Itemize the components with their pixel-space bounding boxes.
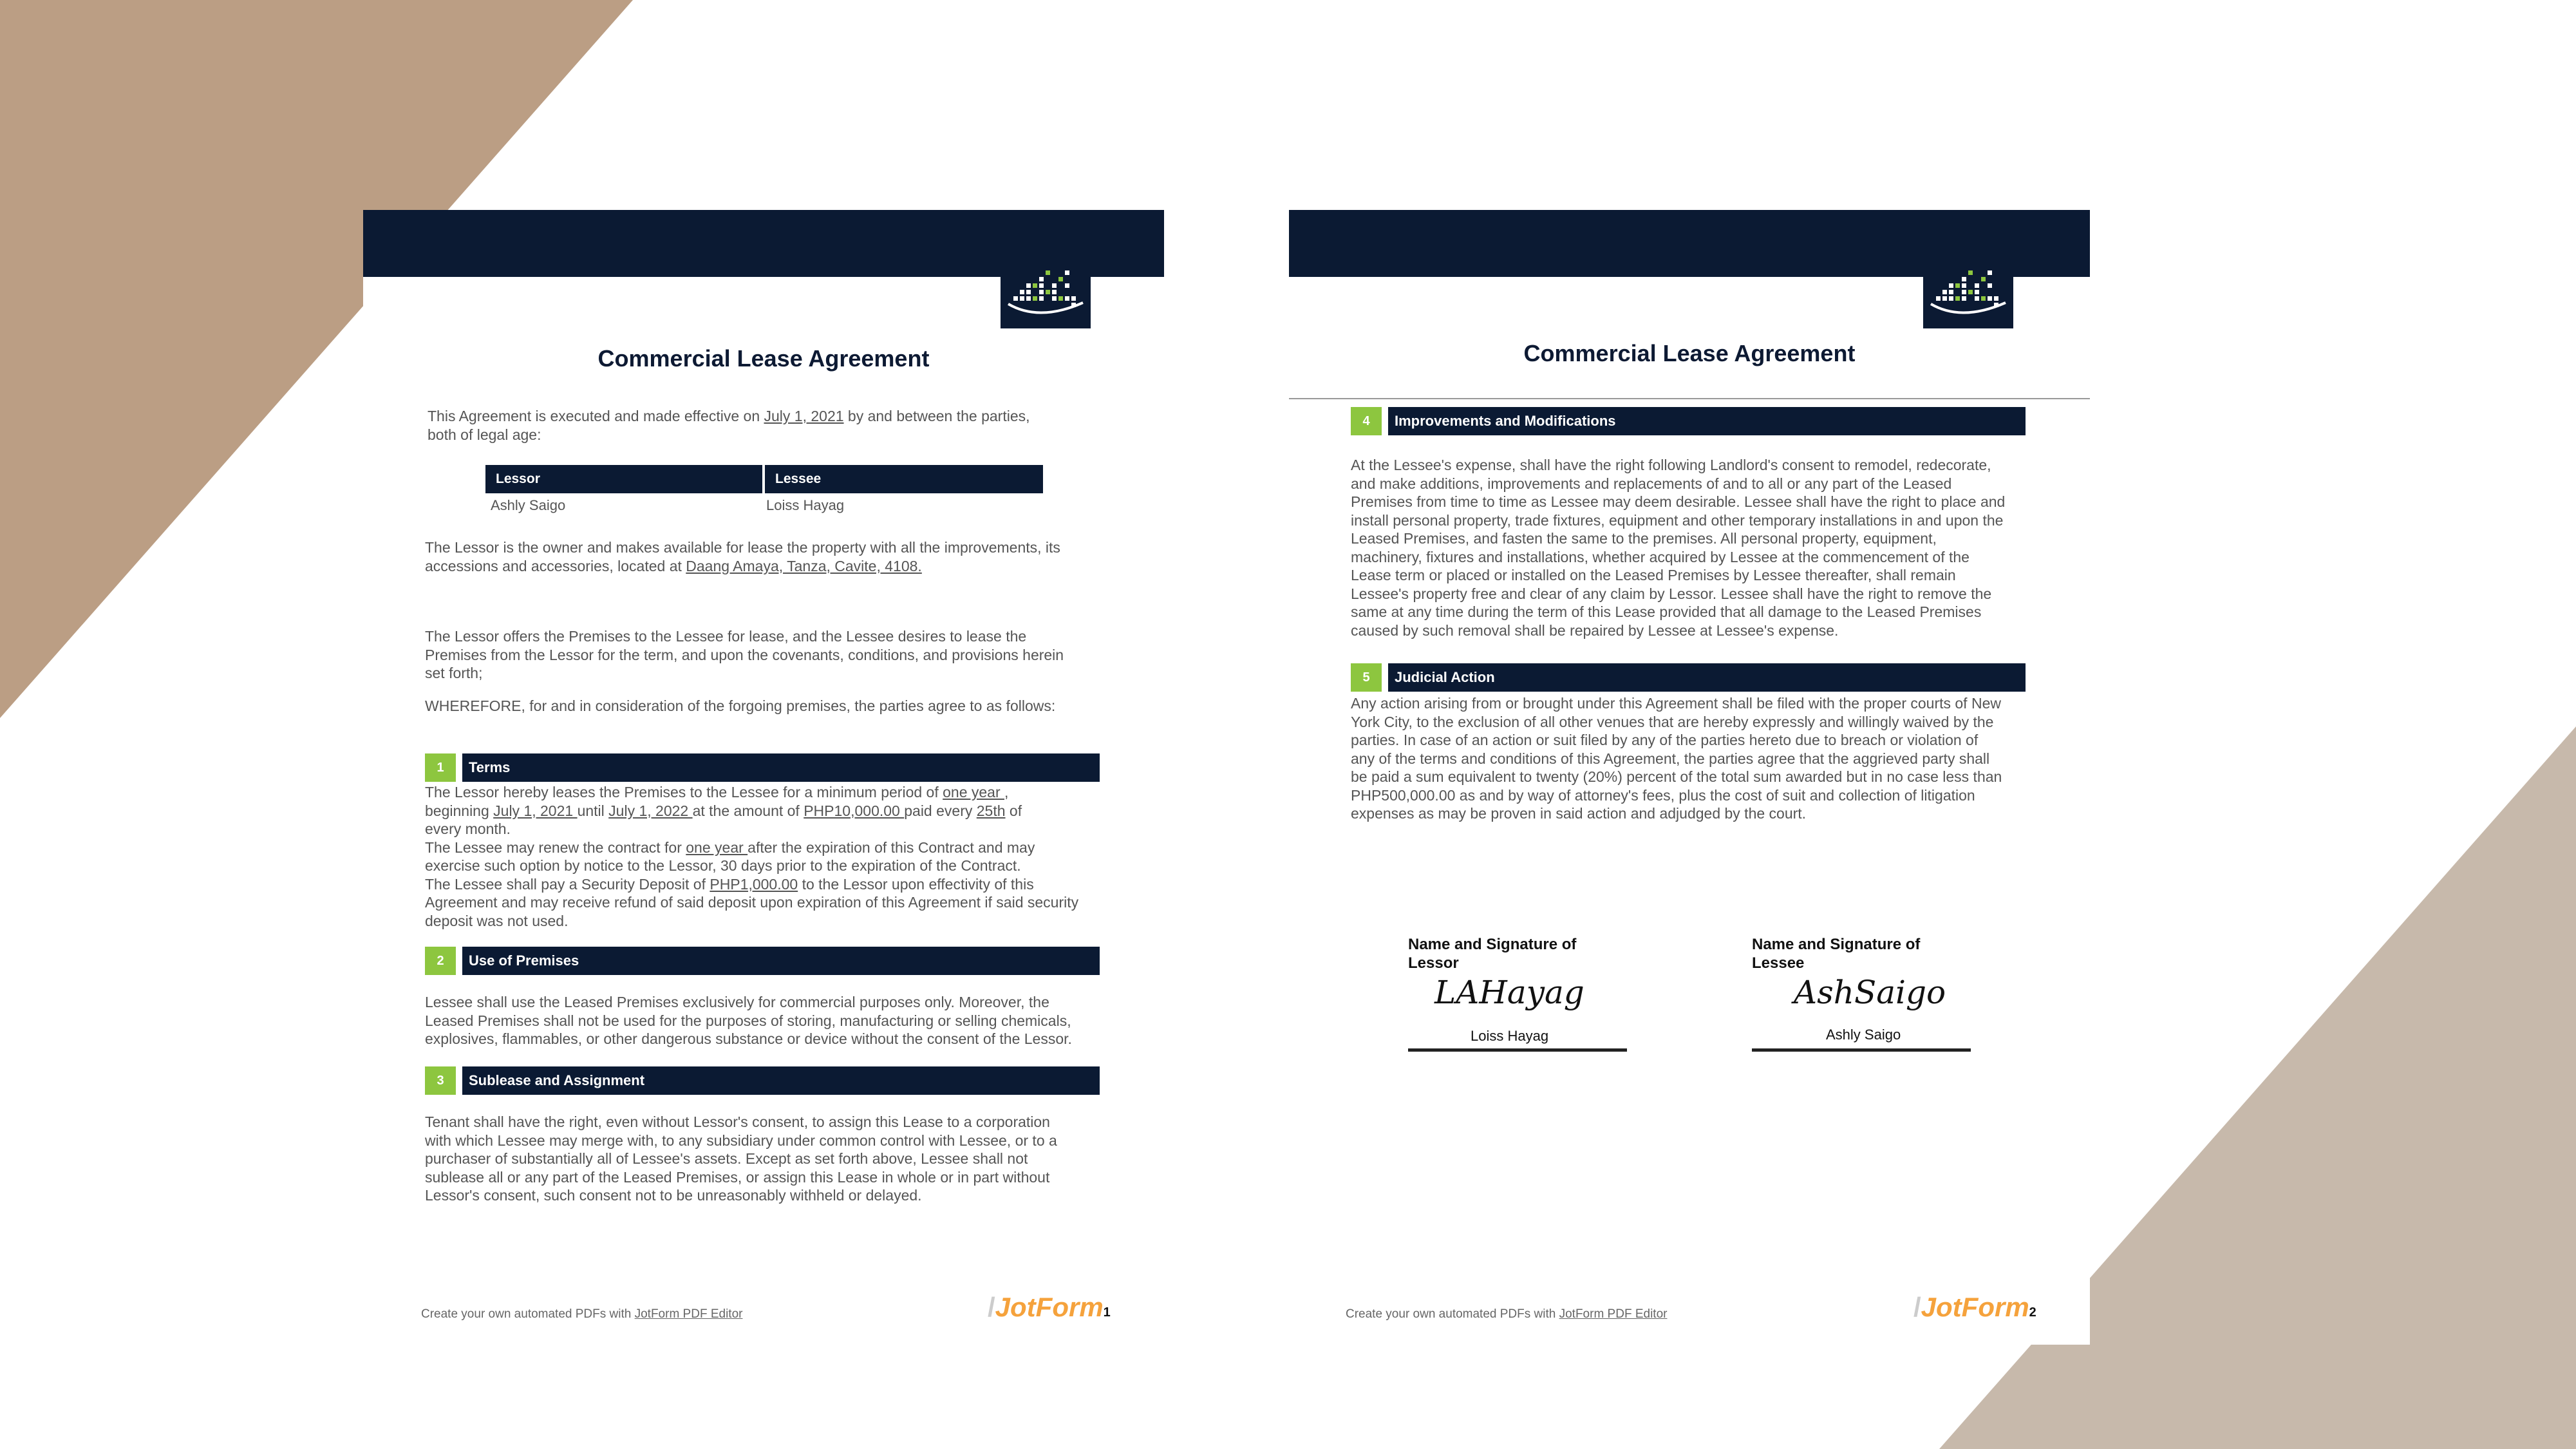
judicial-line: Any action arising from or brought under this Agreement shall be filed with the proper courts of New (1351, 695, 2001, 712)
judicial-line: be paid a sum equivalent to twenty (20%) percent of the total sum awarded but in no case less than (1351, 768, 2002, 785)
terms-text: , (1004, 784, 1009, 800)
terms-text: at the amount of (692, 802, 804, 819)
end-date: July 1, 2022 (608, 802, 693, 819)
use-line-2: Leased Premises shall not be used for the purposes of storing, manufacturing or selling chemicals, (425, 1012, 1071, 1029)
section-5-title: Judicial Action (1388, 663, 2026, 692)
document-title: Commercial Lease Agreement (1523, 340, 1856, 366)
owner-line-1: The Lessor is the owner and makes available for lease the property with all the improvements, its (425, 539, 1060, 556)
use-line-1: Lessee shall use the Leased Premises exclusively for commercial purposes only. Moreover, the (425, 994, 1049, 1010)
signature-label-line-1: Name and Signature of (1408, 936, 1577, 953)
intro-paragraph (428, 407, 1030, 444)
improvements-line: At the Lessee's expense, shall have the right following Landlord's consent to remodel, redecorate, (1351, 457, 1991, 473)
improvements-line: machinery, fixtures and installations, whether acquired by Lessee at the commencement of the (1351, 548, 1970, 565)
section-2-number: 2 (425, 947, 456, 975)
lessor-printed-name: Loiss Hayag (1471, 1028, 1549, 1044)
section-3-number: 3 (425, 1066, 456, 1095)
lessee-signature-line (1752, 1048, 1971, 1052)
terms-text: to the Lessor upon effectivity of this (798, 875, 1034, 893)
terms-text: until (577, 802, 609, 819)
jotform-brand (988, 1292, 1111, 1323)
section-4-title: Improvements and Modifications (1388, 407, 2026, 435)
improvements-line: Lessee's property free and clear of any claim by Lessor. Lessee shall have the right to remove the (1351, 585, 1992, 602)
jotform-editor-link[interactable]: JotForm PDF Editor (1559, 1307, 1668, 1321)
sublease-line-5: Lessor's consent, such consent not to be unreasonably withheld or delayed. (425, 1187, 922, 1204)
improvements-line: and make additions, improvements and replacements of and to all or any part of the Leased (1351, 475, 1952, 492)
terms-text: after the expiration of this Contract and may (747, 838, 1035, 856)
page-footer (421, 1307, 742, 1321)
security-deposit: PHP1,000.00 (710, 875, 798, 893)
sublease-line-2: with which Lessee may merge with, to any subsidiary under common control with Lessee, or to a (425, 1132, 1057, 1149)
start-date: July 1, 2021 (493, 802, 578, 819)
jotform-brand-text: JotForm (995, 1292, 1104, 1322)
page-footer (1346, 1307, 1667, 1321)
use-of-premises-paragraph (425, 993, 1072, 1048)
minimum-period: one year (943, 784, 1005, 800)
sublease-line-4: sublease all or any part of the Leased Premises, or assign this Lease in whole or in part without (425, 1168, 1050, 1186)
effective-date: July 1, 2021 (764, 408, 844, 424)
lessor-signature-label (1408, 935, 1576, 972)
table-header-lessor: Lessor (485, 465, 762, 493)
terms-paragraph (425, 783, 1078, 930)
bar-chart-logo-icon (1001, 264, 1091, 328)
jotform-brand-text: JotForm (1921, 1292, 2029, 1322)
improvements-paragraph (1351, 456, 2005, 639)
sublease-paragraph (425, 1113, 1057, 1205)
renewal-period: one year (686, 838, 748, 856)
terms-text: beginning (425, 802, 494, 819)
judicial-line: parties. In case of an action or suit filed by any of the parties hereto due to breach or violation of (1351, 732, 1979, 748)
footer-text: Create your own automated PDFs with (421, 1307, 635, 1321)
bar-chart-logo-icon (1923, 264, 2013, 328)
judicial-action-paragraph (1351, 694, 2002, 823)
intro-text: This Agreement is executed and made effective on (428, 408, 764, 424)
offer-paragraph (425, 627, 1064, 683)
jotform-editor-link[interactable]: JotForm PDF Editor (634, 1307, 743, 1321)
sublease-line-3: purchaser of substantially all of Lessee's assets. Except as set forth above, Lessee shall not (425, 1150, 1028, 1167)
intro-line-2: both of legal age: (428, 426, 541, 443)
payment-day: 25th (976, 802, 1006, 819)
company-logo (1001, 264, 1091, 328)
lessor-signature-line (1408, 1048, 1627, 1052)
intro-text-end: by and between the parties, (843, 408, 1030, 424)
title-divider (1289, 398, 2090, 399)
improvements-line: install personal property, trade fixtures, equipment and other temporary installations in and upon the (1351, 511, 2004, 529)
improvements-line: Lease term or placed or installed on the Leased Premises by Lessee thereafter, shall remain (1351, 567, 1956, 583)
lessee-signature-label (1752, 935, 1920, 972)
section-2-title: Use of Premises (462, 947, 1100, 975)
rent-amount: PHP10,000.00 (804, 802, 905, 819)
table-header-lessee: Lessee (765, 465, 1043, 493)
judicial-line: York City, to the exclusion of all other venues that are hereby expressly and willingly waived by the (1351, 713, 1994, 730)
document-page-1 (363, 210, 1164, 1345)
section-5-number: 5 (1351, 663, 1382, 692)
terms-text: The Lessee may renew the contract for (425, 838, 686, 856)
page-number: 1 (1103, 1305, 1111, 1320)
offer-line-1: The Lessor offers the Premises to the Lessee for lease, and the Lessee desires to lease the (425, 628, 1027, 645)
terms-text: deposit was not used. (425, 912, 569, 929)
section-4-number: 4 (1351, 407, 1382, 435)
offer-line-2: Premises from the Lessor for the term, and upon the covenants, conditions, and provisions herein (425, 646, 1064, 663)
lessee-name-cell: Loiss Hayag (766, 497, 845, 513)
use-line-3: explosives, flammables, or other dangerous substance or device without the consent of the Lessor. (425, 1030, 1072, 1047)
footer-text: Create your own automated PDFs with (1346, 1307, 1559, 1321)
terms-text: Agreement and may receive refund of said deposit upon expiration of this Agreement if said security (425, 894, 1079, 911)
terms-text: The Lessor hereby leases the Premises to the Lessee for a minimum period of (425, 784, 943, 800)
lessee-signature: AshSaigo (1794, 974, 1946, 1011)
terms-text: every month. (425, 820, 511, 837)
wherefore-paragraph: WHEREFORE, for and in consideration of the forgoing premises, the parties agree to as follows: (425, 697, 1056, 714)
signature-label-line-1: Name and Signature of (1752, 936, 1921, 953)
improvements-line: caused by such removal shall be repaired by Lessee at Lessee's expense. (1351, 621, 1839, 639)
terms-text: paid every (904, 802, 977, 819)
document-page-2 (1289, 210, 2090, 1345)
section-1-title: Terms (462, 753, 1100, 782)
lessor-name-cell: Ashly Saigo (491, 497, 566, 513)
improvements-line: same at any time during the term of this Lease provided that all damage to the Leased Premises (1351, 603, 1982, 620)
signature-label-line-2: Lessee (1752, 954, 1805, 972)
owner-paragraph (425, 538, 1060, 575)
sublease-line-1: Tenant shall have the right, even without Lessor's consent, to assign this Lease to a corporation (425, 1113, 1050, 1130)
terms-text: The Lessee shall pay a Security Deposit of (425, 875, 710, 893)
owner-line-2: accessions and accessories, located at (425, 557, 686, 574)
company-logo (1923, 264, 2013, 328)
terms-text: of (1005, 802, 1022, 819)
improvements-line: Leased Premises, and fasten the same to the premises. All personal property, equipment, (1351, 530, 1937, 547)
improvements-line: Premises from time to time as Lessee may deem desirable. Lessee shall have the right to place and (1351, 493, 2006, 510)
jotform-brand (1913, 1292, 2036, 1323)
jotform-pencil-icon: / (1913, 1292, 1921, 1322)
section-1-number: 1 (425, 753, 456, 782)
judicial-line: any of the terms and conditions of this Agreement, the parties agree that the aggrieved party shall (1351, 750, 1990, 767)
jotform-pencil-icon: / (988, 1292, 995, 1322)
page-number: 2 (2029, 1305, 2036, 1320)
terms-text: exercise such option by notice to the Lessor, 30 days prior to the expiration of the Contract. (425, 857, 1021, 874)
lessee-printed-name: Ashly Saigo (1826, 1027, 1901, 1043)
section-3-title: Sublease and Assignment (462, 1066, 1100, 1095)
document-title: Commercial Lease Agreement (597, 345, 930, 372)
property-address: Daang Amaya, Tanza, Cavite, 4108. (686, 557, 922, 574)
offer-line-3: set forth; (425, 665, 483, 681)
signature-label-line-2: Lessor (1408, 954, 1459, 972)
judicial-line: PHP500,000.00 as and by way of attorney's fees, plus the cost of suit and collection of litigation (1351, 786, 1975, 804)
judicial-line: expenses as may be proven in said action and adjudged by the court. (1351, 805, 1807, 822)
lessor-signature: LAHayag (1434, 974, 1584, 1011)
